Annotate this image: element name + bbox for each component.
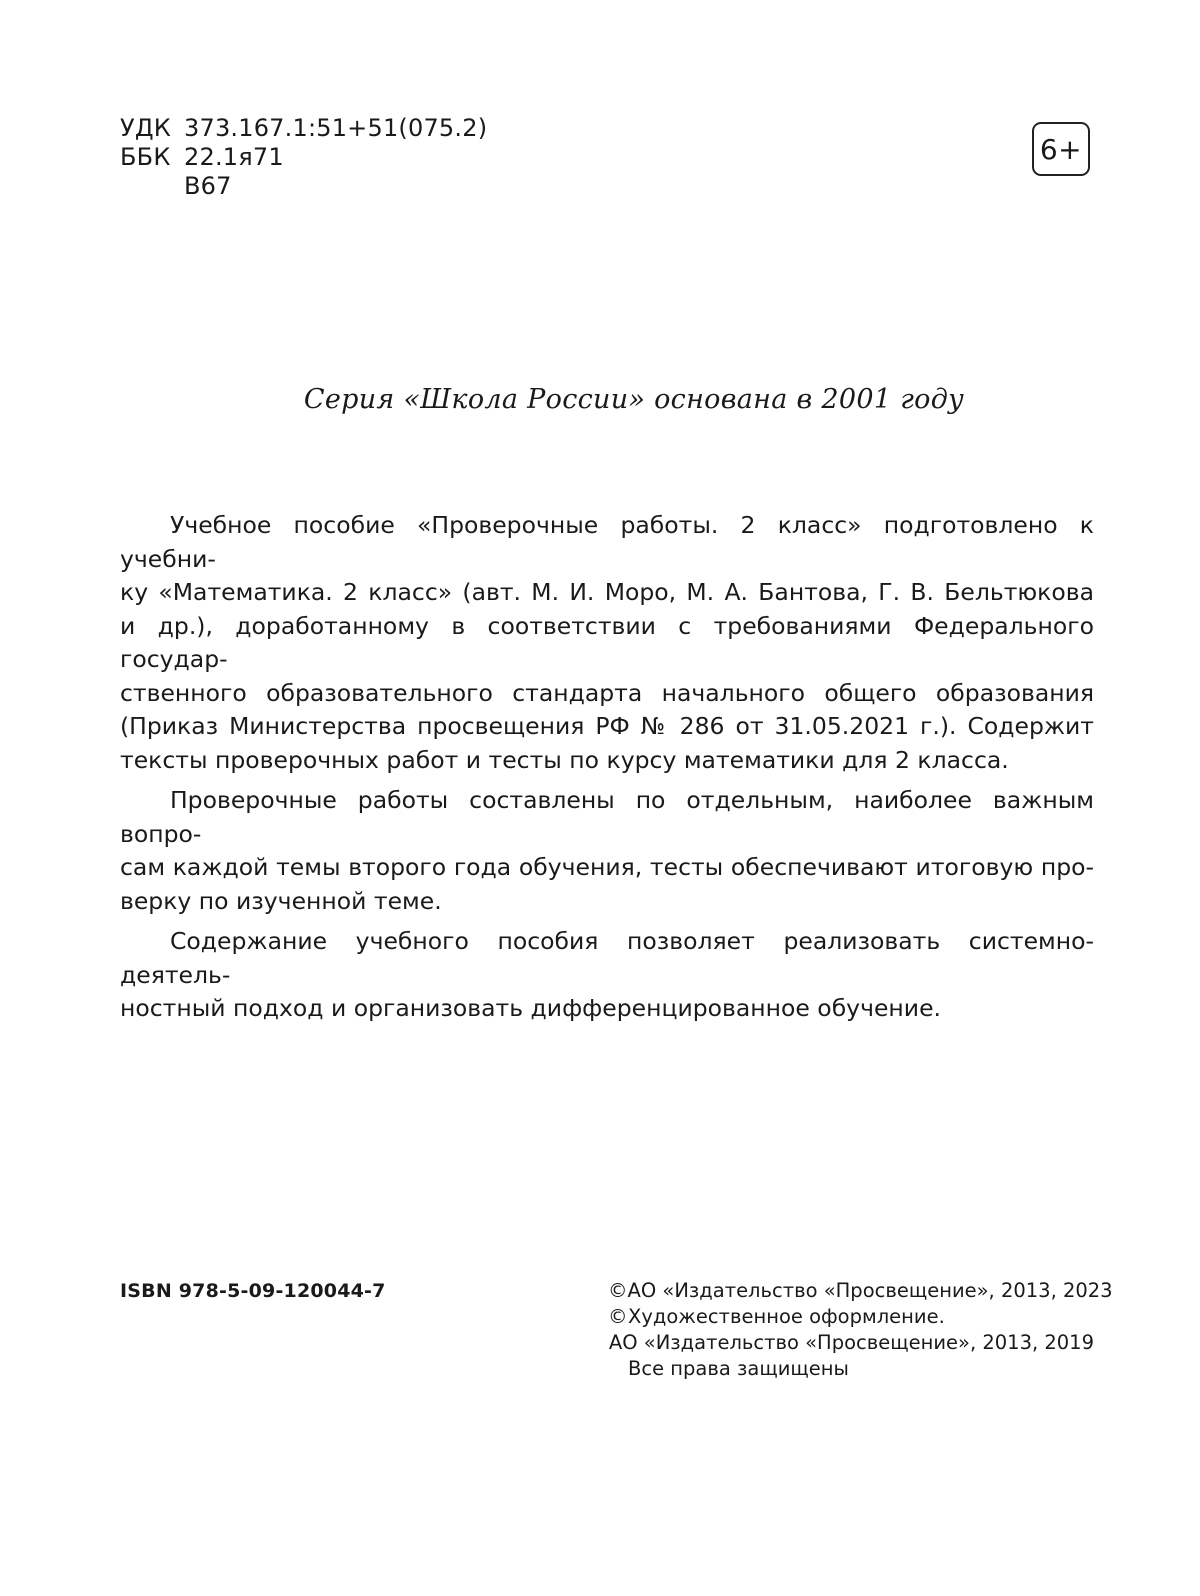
annotation-paragraph-1 xyxy=(120,509,1094,777)
text-line: тексты проверочных работ и тесты по курсу математики для 2 класса. xyxy=(120,745,1009,774)
series-line: Серия «Школа России» основана в 2001 году xyxy=(303,384,965,415)
text-line: Проверочные работы составлены по отдельным, наиболее важным вопро- xyxy=(120,786,1094,848)
udk-label: УДК xyxy=(120,114,172,142)
copyright-line xyxy=(608,1356,1094,1382)
age-rating-badge: 6+ xyxy=(1032,122,1090,176)
bbk-label: ББК xyxy=(120,143,171,171)
text-line: Учебное пособие «Проверочные работы. 2 класс» подготовлено к учебни- xyxy=(120,511,1094,573)
udk-value: 373.167.1:51+51(075.2) xyxy=(184,114,488,142)
text-line: сам каждой темы второго года обучения, тесты обеспечивают итоговую про- xyxy=(120,853,1094,881)
annotation-paragraph-3 xyxy=(120,925,1094,1026)
copyright-text: АО «Издательство «Просвещение», 2013, 2023 xyxy=(627,1279,1113,1302)
text-line: ностный подход и организовать дифференцированное обучение. xyxy=(120,994,941,1022)
text-line: (Приказ Министерства просвещения РФ № 286 от 31.05.2021 г.). Содержит xyxy=(120,712,1094,740)
annotation-paragraph-2 xyxy=(120,784,1094,918)
author-mark-row xyxy=(120,172,487,201)
annotation-text xyxy=(120,509,1094,1033)
isbn: ISBN 978-5-09-120044-7 xyxy=(120,1280,386,1302)
text-line: верку по изученной теме. xyxy=(120,886,442,915)
text-line: ку «Математика. 2 класс» (авт. М. И. Моро, М. А. Бантова, Г. В. Бельтюкова xyxy=(120,578,1094,606)
udk-row xyxy=(120,114,487,143)
copyright-line xyxy=(608,1278,1113,1304)
copyright-symbol: © xyxy=(608,1279,628,1302)
copyright-symbol: © xyxy=(608,1305,628,1328)
bbk-value: 22.1я71 xyxy=(184,143,284,171)
author-mark: В67 xyxy=(184,172,232,200)
bbk-row xyxy=(120,143,487,172)
classification-block xyxy=(120,114,487,201)
rights-reserved: Все права защищены xyxy=(628,1357,849,1380)
text-line: Содержание учебного пособия позволяет реализовать системно-деятель- xyxy=(120,927,1094,989)
copyright-text: Художественное оформление. xyxy=(628,1305,945,1328)
copyright-block xyxy=(608,1278,1113,1382)
copyright-line xyxy=(608,1304,1094,1330)
copyright-text: АО «Издательство «Просвещение», 2013, 2019 xyxy=(608,1331,1094,1354)
copyright-line xyxy=(608,1330,1094,1356)
text-line: ственного образовательного стандарта начального общего образования xyxy=(120,678,1094,707)
text-line: и др.), доработанному в соответствии с требованиями Федерального государ- xyxy=(120,611,1094,673)
